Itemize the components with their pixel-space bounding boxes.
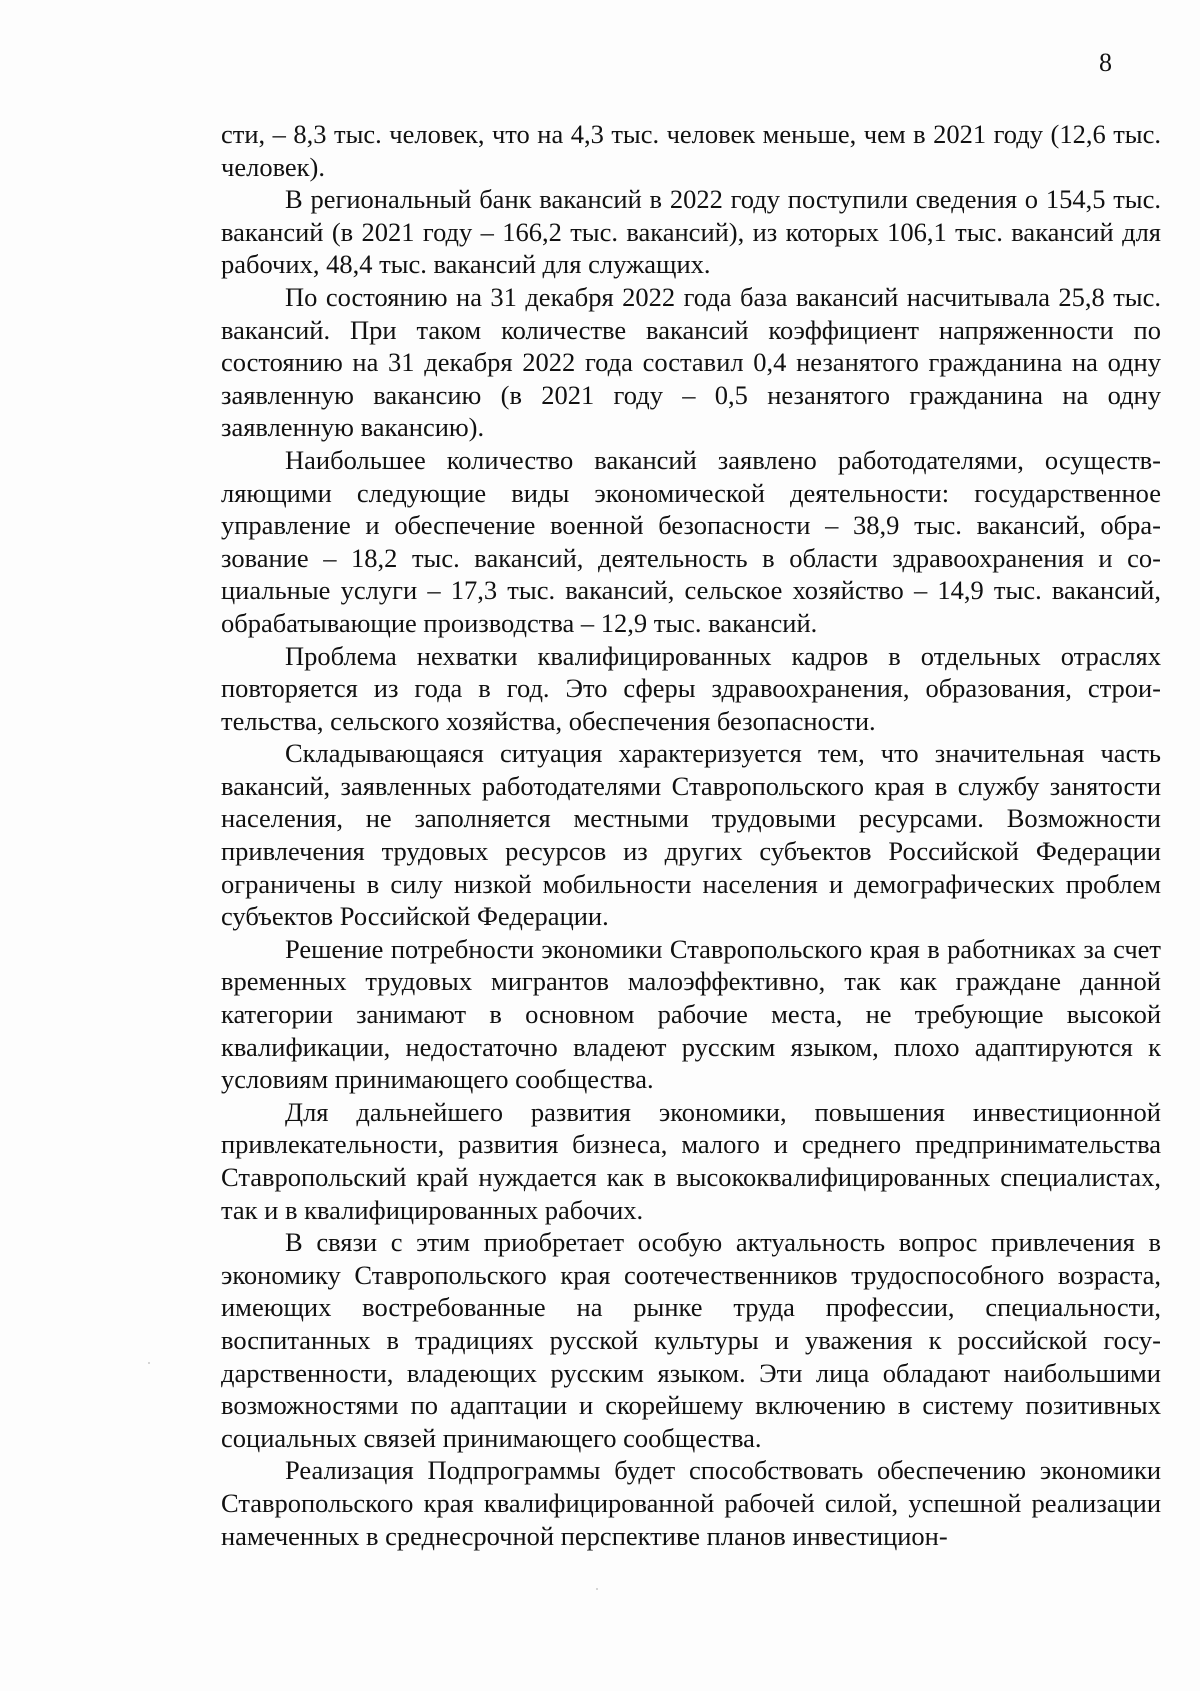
paragraph-vacancy-base: По состоянию на 31 декабря 2022 года база вакансий насчитывала 25,8 тыс. вакансий. При таком количестве вакансий коэффициент напряженности по состоянию на 31 декабря 2022 года составил 0,4 незанятого гражданина на одну заявленную вакансию (в 2021 году – 0,5 незанятого гражданина на одну заявленную вакансию).: [221, 281, 1161, 443]
paragraph-migrants: Решение потребности экономики Ставропольского края в работниках за счет временных трудовых мигрантов малоэффективно, так как граждане данной категории занимают в основном рабочие места, не требующие высокой квалификации, недостаточно владеют русским языком, плохо адаптируются к условиям принимающего сообщества.: [221, 933, 1161, 1095]
paragraph-situation: Складывающаяся ситуация характеризуется тем, что значительная часть вакансий, заявленных работодателями Ставропольского края в службу занятости населения, не заполняется местными трудовыми ресурсами. Возможности привлечения трудовых ресурсов из других субъектов Российской Федерации ограничены в силу низкой мобильности населения и демографических проблем субъектов Российской Федерации.: [221, 738, 1161, 932]
scan-speck: [596, 1588, 598, 1590]
paragraph-vacancies-by-sector: Наибольшее количество вакансий заявлено работодателями, осуществляющими следующие виды экономической деятельности: государственное управление и обеспечение военной безопасности – 38,9 тыс. вакансий, образование – 18,2 тыс. вакансий, деятельность в области здравоохранения и социальные услуги – 17,3 тыс. вакансий, сельское хозяйство – 14,9 тыс. вакансий, обрабатывающие производства – 12,9 тыс. вакансий.: [221, 444, 1161, 638]
paragraph-subprogram: Реализация Подпрограммы будет способствовать обеспечению экономики Ставропольского края квалифицированной рабочей силой, успешной реализации намеченных в среднесрочной перспективе планов инвестицион-: [221, 1455, 1161, 1551]
paragraph-development: Для дальнейшего развития экономики, повышения инвестиционной привлекательности, развития бизнеса, малого и среднего предпринимательства Ставропольский край нуждается как в высококвалифицированных специалистах, так и в квалифицированных рабочих.: [221, 1096, 1161, 1225]
paragraph-continuation: сти, – 8,3 тыс. человек, что на 4,3 тыс. человек меньше, чем в 2021 году (12,6 тыс. человек).: [221, 119, 1161, 182]
document-body: [221, 118, 1161, 1552]
paragraph-staff-shortage: Проблема нехватки квалифицированных кадров в отдельных отраслях повторяется из года в год. Это сферы здравоохранения, образования, строительства, сельского хозяйства, обеспечения безопасности.: [221, 640, 1161, 736]
page-number: 8: [1099, 48, 1112, 77]
paragraph-compatriots: В связи с этим приобретает особую актуальность вопрос привлечения в экономику Ставропольского края соотечественников трудоспособного возраста, имеющих востребованные на рынке труда профессии, специальности, воспитанных в традициях русской культуры и уважения к российской государственности, владеющих русским языком. Эти лица обладают наибольшими возможностями по адаптации и скорейшему включению в систему позитивных социальных связей принимающего сообщества.: [221, 1227, 1161, 1453]
paragraph-vacancy-bank: В региональный банк вакансий в 2022 году поступили сведения о 154,5 тыс. вакансий (в 2021 году – 166,2 тыс. вакансий), из которых 106,1 тыс. вакансий для рабочих, 48,4 тыс. вакансий для служащих.: [221, 184, 1161, 280]
scan-speck: [148, 1362, 150, 1364]
